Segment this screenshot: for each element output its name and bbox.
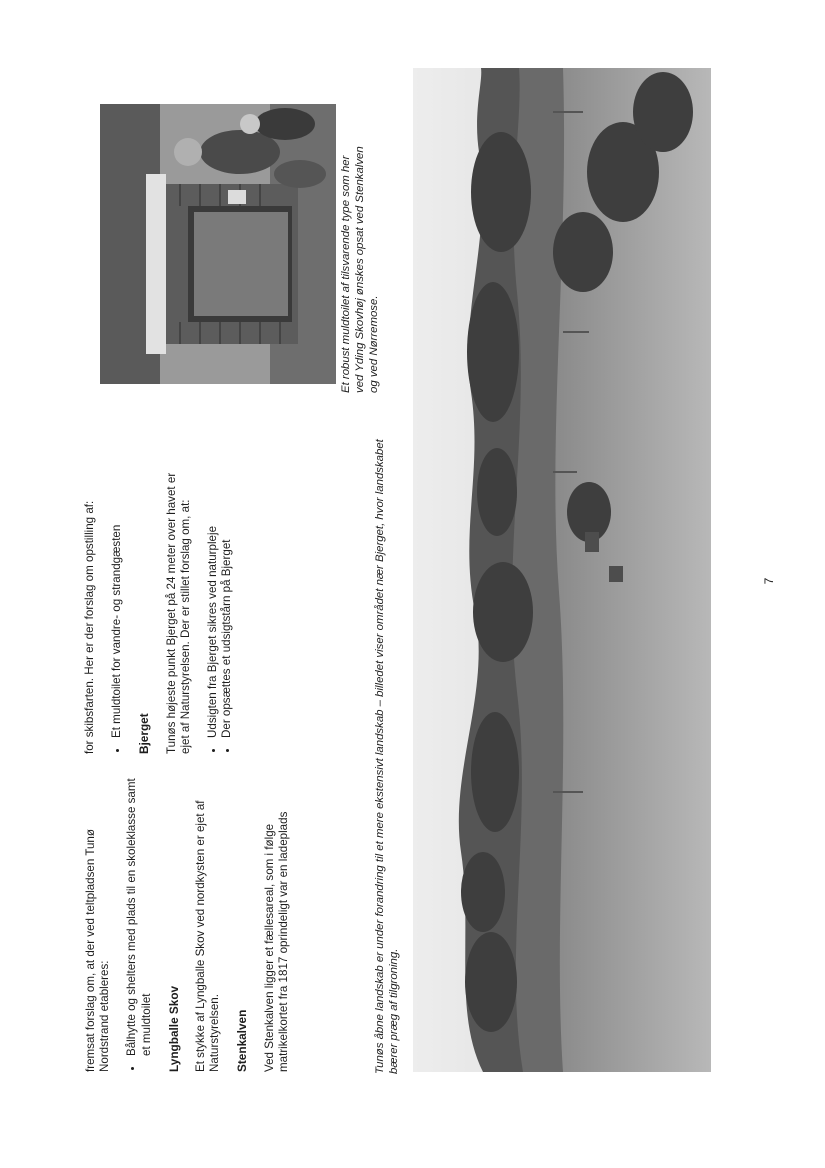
- heading-lyngballe-skov: Lyngballe Skov: [166, 985, 181, 1072]
- landscape-caption: Tunøs åbne landskab er under forandring til et mere ekstensivt landskab – billedet viser området nær Bjerget, hvor landskabet bærer præg af tilgroning.: [374, 439, 401, 1074]
- paragraph-bjerget: Tunøs højeste punkt Bjerget på 24 meter over havet er ejet af Naturstyrelsen. Der er stillet forslag om, at:: [164, 472, 192, 754]
- outhouse-photo-icon: [100, 104, 336, 384]
- list-item: • Der opsættes et udsigtstårn på Bjerget: [220, 454, 234, 740]
- heading-stenkalven: Stenkalven: [235, 1009, 250, 1072]
- outhouse-caption: Et robust muldtoilet af tilsvarende type som her ved Yding Skovhøj ønskes opsat ved Stenkalven og ved Nørremose.: [340, 146, 381, 393]
- paragraph-stenkalven: Ved Stenkalven ligger et fællesareal, som i følge matrikelkortet fra 1817 oprindeligt var en ladeplads: [262, 811, 290, 1072]
- landscape-photo-icon: [413, 68, 711, 1072]
- list-item: • Et muldtoilet for vandre- og strandgæsten: [110, 454, 124, 740]
- column2-intro: for skibsfarten. Her er der forslag om opstilling af:: [83, 500, 96, 754]
- list-item: • Udsigten fra Bjerget sikres ved naturpleje: [206, 454, 220, 740]
- page-number: 7: [762, 577, 776, 585]
- column2-bullets: [110, 454, 124, 754]
- bjerget-bullets: [206, 454, 234, 754]
- paragraph-lyngballe: Et stykke af Lyngballe Skov ved nordkysten er ejet af Naturstyrelsen.: [194, 800, 222, 1072]
- text-column-1: [84, 772, 304, 1072]
- heading-bjerget: Bjerget: [137, 713, 152, 754]
- column1-intro: fremsat forslag om, at der ved teltpladsen Tunø Nordstrand etableres:: [84, 829, 112, 1072]
- column1-bullets: [125, 772, 153, 1072]
- list-item: • Bålhytte og shelters med plads til en skoleklasse samt et muldtoilet: [125, 772, 153, 1058]
- text-column-2: [83, 454, 247, 754]
